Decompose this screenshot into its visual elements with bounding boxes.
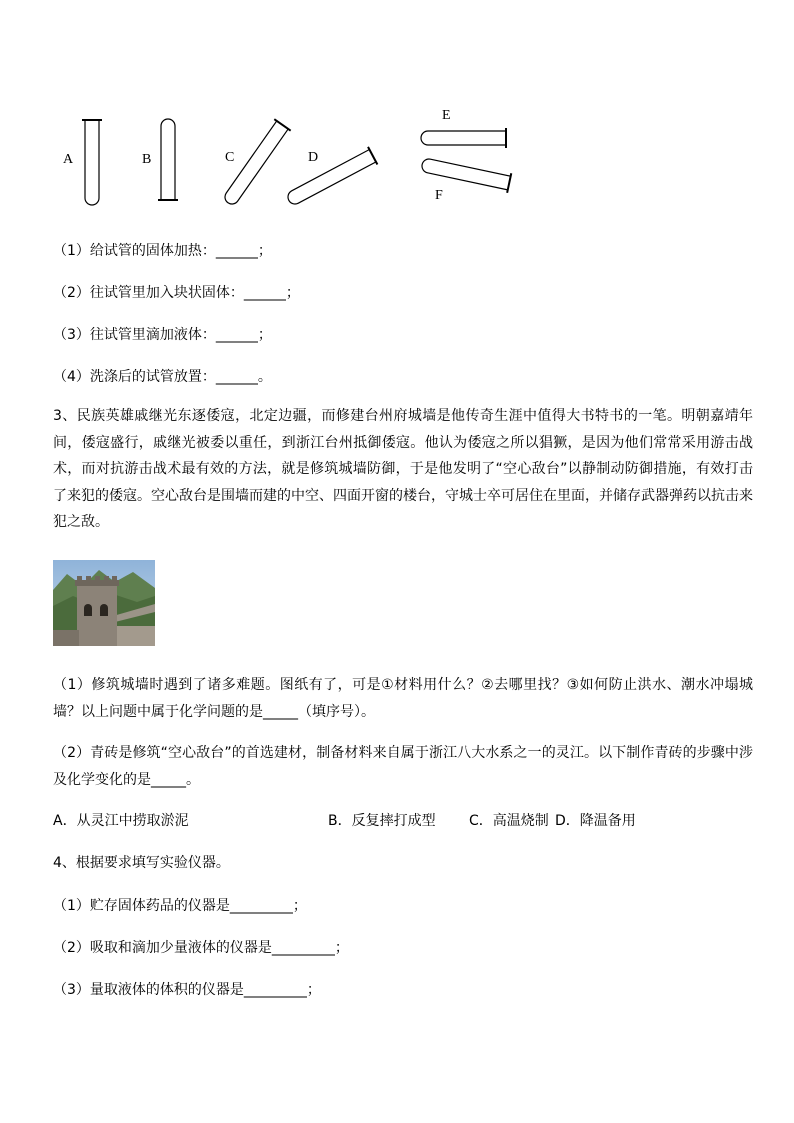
q3-sub-1: （1）修筑城墙时遇到了诸多难题。图纸有了，可是①材料用什么？②去哪里找？③如何防止洪水、潮水冲塌城墙？以上问题中属于化学问题的是_____（填序号）。	[53, 677, 753, 720]
tube-label-e: E	[442, 108, 451, 123]
q3-option-d: D．降温备用	[555, 813, 636, 829]
tube-label-d: D	[308, 150, 319, 165]
watchtower-photo	[53, 560, 155, 646]
tube-label-a: A	[63, 152, 74, 167]
q2-item-3: （3）往试管里滴加液体：______；	[53, 327, 272, 343]
q4-item-1: （1）贮存固体药品的仪器是_________；	[53, 898, 307, 914]
q2-item-2: （2）往试管里加入块状固体：______；	[53, 285, 300, 301]
q2-item-1: （1）给试管的固体加热：______；	[53, 243, 272, 259]
q3-sub-2: （2）青砖是修筑“空心敌台”的首选建材，制备材料来自属于浙江八大水系之一的灵江。以下制作青砖的步骤中涉及化学变化的是_____。	[53, 745, 753, 788]
tube-label-c: C	[225, 150, 235, 165]
tube-e	[421, 128, 506, 148]
tube-f	[420, 155, 511, 193]
q4-item-3: （3）量取液体的体积的仪器是_________；	[53, 982, 321, 998]
q3-option-b: B．反复摔打成型	[328, 813, 436, 829]
q3-passage: 3、民族英雄戚继光东逐倭寇，北定边疆，而修建台州府城墙是他传奇生涯中值得大书特书的一笔。明朝嘉靖年间，倭寇盛行，戚继光被委以重任，到浙江台州抵御倭寇。他认为倭寇之所以猖獗，是因为他们常常采用游击战术，而对抗游击战术最有效的方法，就是修筑城墙防御，于是他发明了“空心敌台”以静制动防御措施，有效打击了来犯的倭寇。空心敌台是围墙而建的中空、四面开窗的楼台，守城士卒可居住在里面，并储存武器弹药以抗击来犯之敌。	[53, 408, 753, 530]
tube-a	[82, 120, 102, 205]
tube-label-f: F	[435, 188, 443, 203]
q4-item-2: （2）吸取和滴加少量液体的仪器是_________；	[53, 940, 349, 956]
test-tube-figure	[55, 100, 535, 210]
q4-title: 4、根据要求填写实验仪器。	[53, 855, 230, 871]
tube-b	[158, 119, 178, 200]
tube-label-b: B	[142, 152, 152, 167]
q3-option-a: A．从灵江中捞取淤泥	[53, 813, 189, 829]
q3-option-c: C．高温烧制	[469, 813, 549, 829]
tube-d	[284, 147, 377, 209]
q2-item-4: （4）洗涤后的试管放置：______。	[53, 369, 272, 385]
